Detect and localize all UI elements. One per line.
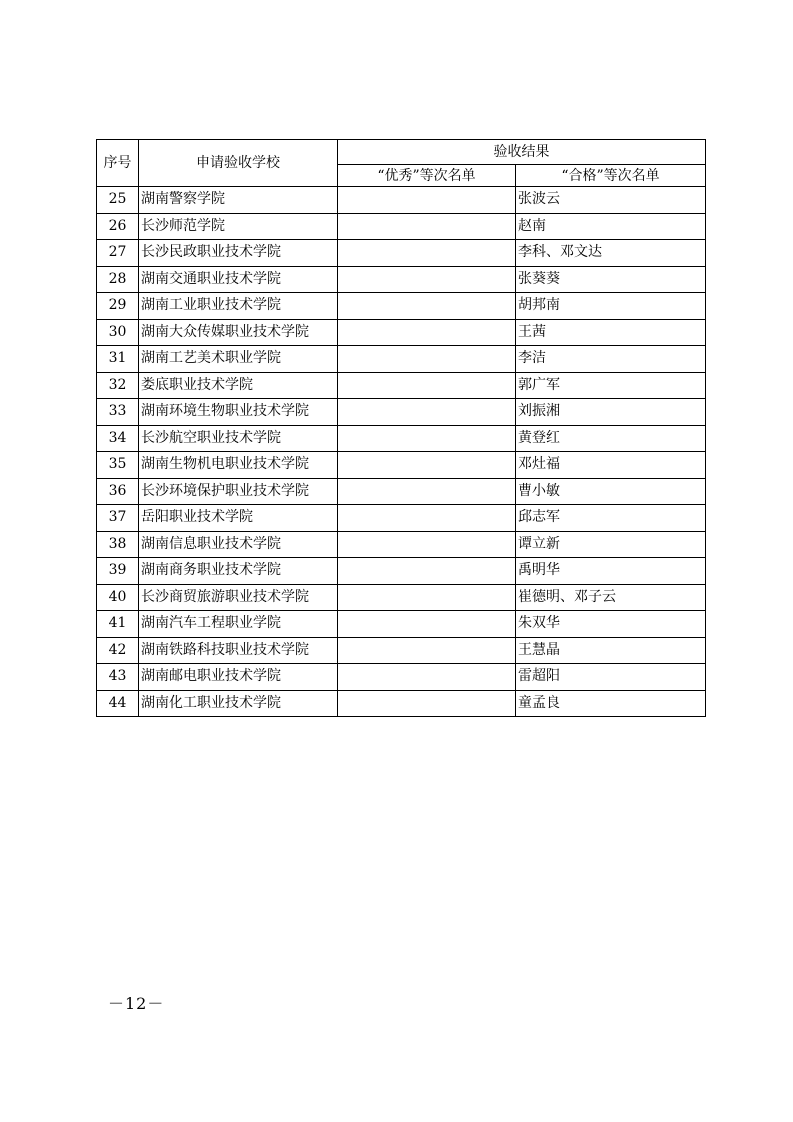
row-index-cell: 43 — [97, 664, 139, 691]
row-index-cell: 41 — [97, 611, 139, 638]
row-qualified-cell: 黄登红 — [516, 425, 706, 452]
table-row — [97, 478, 706, 505]
table-row — [97, 637, 706, 664]
row-school-cell: 湖南工业职业技术学院 — [139, 293, 338, 320]
page-number: －12－ — [108, 994, 165, 1013]
row-excellent-cell — [338, 240, 516, 267]
row-excellent-cell — [338, 399, 516, 426]
row-qualified-cell: 雷超阳 — [516, 664, 706, 691]
row-excellent-cell — [338, 505, 516, 532]
row-excellent-cell — [338, 558, 516, 585]
header-excellent: “优秀”等次名单 — [338, 165, 516, 187]
row-qualified-cell: 曹小敏 — [516, 478, 706, 505]
row-excellent-cell — [338, 213, 516, 240]
row-qualified-cell: 张波云 — [516, 187, 706, 214]
header-qualified: “合格”等次名单 — [516, 165, 706, 187]
row-index-cell: 29 — [97, 293, 139, 320]
row-school-cell: 湖南汽车工程职业学院 — [139, 611, 338, 638]
row-excellent-cell — [338, 346, 516, 373]
table-row — [97, 611, 706, 638]
row-qualified-cell: 邱志军 — [516, 505, 706, 532]
row-school-cell: 湖南环境生物职业技术学院 — [139, 399, 338, 426]
row-excellent-cell — [338, 531, 516, 558]
table-body — [97, 140, 706, 717]
table-row — [97, 372, 706, 399]
row-excellent-cell — [338, 637, 516, 664]
row-index-cell: 44 — [97, 690, 139, 717]
row-qualified-cell: 崔德明、邓子云 — [516, 584, 706, 611]
header-index: 序号 — [97, 140, 139, 187]
row-excellent-cell — [338, 452, 516, 479]
table-row — [97, 399, 706, 426]
row-qualified-cell: 王茜 — [516, 319, 706, 346]
row-excellent-cell — [338, 293, 516, 320]
row-school-cell: 湖南化工职业技术学院 — [139, 690, 338, 717]
table-row — [97, 187, 706, 214]
row-index-cell: 34 — [97, 425, 139, 452]
row-school-cell: 湖南邮电职业技术学院 — [139, 664, 338, 691]
row-qualified-cell: 邓灶福 — [516, 452, 706, 479]
row-index-cell: 27 — [97, 240, 139, 267]
row-qualified-cell: 李科、邓文达 — [516, 240, 706, 267]
row-excellent-cell — [338, 664, 516, 691]
row-index-cell: 35 — [97, 452, 139, 479]
row-school-cell: 娄底职业技术学院 — [139, 372, 338, 399]
row-school-cell: 湖南信息职业技术学院 — [139, 531, 338, 558]
row-qualified-cell: 禹明华 — [516, 558, 706, 585]
row-school-cell: 湖南工艺美术职业学院 — [139, 346, 338, 373]
row-school-cell: 湖南铁路科技职业技术学院 — [139, 637, 338, 664]
row-index-cell: 37 — [97, 505, 139, 532]
row-school-cell: 湖南生物机电职业技术学院 — [139, 452, 338, 479]
table-row — [97, 531, 706, 558]
table-row — [97, 558, 706, 585]
row-excellent-cell — [338, 478, 516, 505]
row-qualified-cell: 赵南 — [516, 213, 706, 240]
row-school-cell: 湖南大众传媒职业技术学院 — [139, 319, 338, 346]
row-index-cell: 42 — [97, 637, 139, 664]
row-excellent-cell — [338, 372, 516, 399]
row-excellent-cell — [338, 266, 516, 293]
row-excellent-cell — [338, 425, 516, 452]
row-index-cell: 25 — [97, 187, 139, 214]
row-school-cell: 湖南商务职业技术学院 — [139, 558, 338, 585]
row-index-cell: 28 — [97, 266, 139, 293]
row-index-cell: 32 — [97, 372, 139, 399]
row-qualified-cell: 朱双华 — [516, 611, 706, 638]
table-row — [97, 690, 706, 717]
row-index-cell: 26 — [97, 213, 139, 240]
results-table — [96, 139, 706, 717]
row-index-cell: 30 — [97, 319, 139, 346]
row-qualified-cell: 谭立新 — [516, 531, 706, 558]
row-qualified-cell: 张葵葵 — [516, 266, 706, 293]
header-result: 验收结果 — [338, 140, 706, 165]
row-school-cell: 长沙环境保护职业技术学院 — [139, 478, 338, 505]
row-excellent-cell — [338, 611, 516, 638]
table-row — [97, 452, 706, 479]
table-row — [97, 346, 706, 373]
table-row — [97, 505, 706, 532]
row-qualified-cell: 王慧晶 — [516, 637, 706, 664]
table-row — [97, 293, 706, 320]
row-school-cell: 岳阳职业技术学院 — [139, 505, 338, 532]
row-school-cell: 长沙商贸旅游职业技术学院 — [139, 584, 338, 611]
row-school-cell: 湖南警察学院 — [139, 187, 338, 214]
row-index-cell: 33 — [97, 399, 139, 426]
row-excellent-cell — [338, 187, 516, 214]
row-qualified-cell: 童孟良 — [516, 690, 706, 717]
table-row — [97, 425, 706, 452]
row-qualified-cell: 李洁 — [516, 346, 706, 373]
table-row — [97, 240, 706, 267]
row-qualified-cell: 刘振湘 — [516, 399, 706, 426]
row-index-cell: 39 — [97, 558, 139, 585]
table-row — [97, 213, 706, 240]
row-qualified-cell: 郭广军 — [516, 372, 706, 399]
row-index-cell: 31 — [97, 346, 139, 373]
header-school: 申请验收学校 — [139, 140, 338, 187]
row-qualified-cell: 胡邦南 — [516, 293, 706, 320]
row-index-cell: 36 — [97, 478, 139, 505]
row-school-cell: 长沙航空职业技术学院 — [139, 425, 338, 452]
row-excellent-cell — [338, 584, 516, 611]
table-row — [97, 266, 706, 293]
table-row — [97, 319, 706, 346]
row-school-cell: 长沙师范学院 — [139, 213, 338, 240]
row-excellent-cell — [338, 319, 516, 346]
table-row — [97, 584, 706, 611]
row-school-cell: 长沙民政职业技术学院 — [139, 240, 338, 267]
row-index-cell: 38 — [97, 531, 139, 558]
header-row-top — [97, 140, 706, 165]
row-excellent-cell — [338, 690, 516, 717]
row-school-cell: 湖南交通职业技术学院 — [139, 266, 338, 293]
table-row — [97, 664, 706, 691]
row-index-cell: 40 — [97, 584, 139, 611]
